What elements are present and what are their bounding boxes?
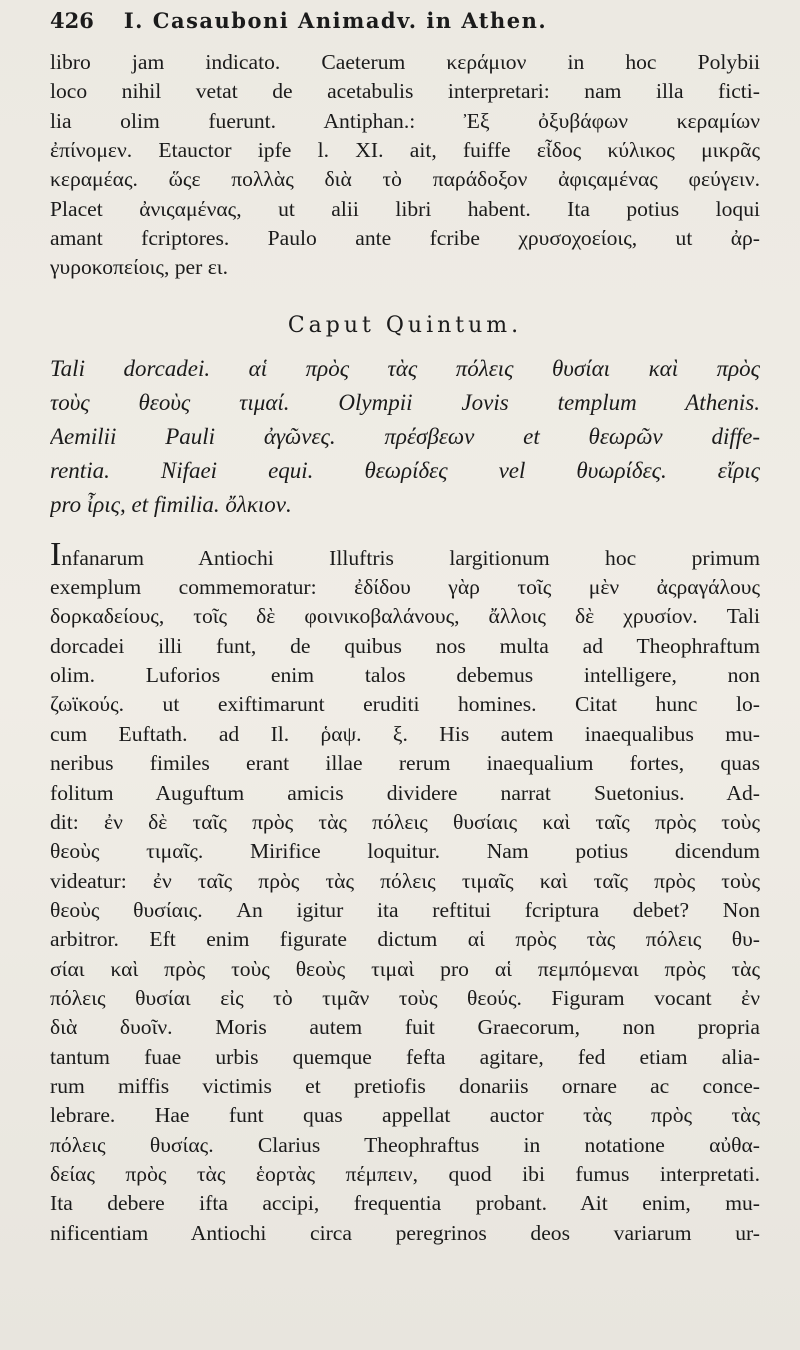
text-line: amant fcriptores. Paulo ante fcribe χρυσοχοείοις, ut ἀρ-	[50, 226, 760, 251]
chapter-heading: Caput Quintum.	[287, 312, 523, 338]
text-line: κεραμέας. ὥςε πολλὰς διὰ τὸ παράδοξον ἀφιςαμένας φεύγειν.	[50, 167, 760, 192]
text-line: θεοὺς θυσίαις. An igitur ita reftitui fcriptura debet? Non	[50, 897, 760, 922]
text-line: δορκαδείους, τοῖς δὲ φοινικοβαλάνους, ἄλλοις δὲ χρυσίον. Tali	[50, 604, 760, 629]
text-line: olim. Luforios enim talos debemus intelligere, non	[50, 663, 760, 688]
running-title: I. Casauboni Animadv. in Athen.	[123, 8, 548, 33]
text-line: πόλεις θυσίας. Clarius Theophraftus in notatione αὐθα-	[50, 1132, 760, 1157]
text-line: Infanarum Antiochi Illuftris largitionum hoc primum	[50, 539, 760, 573]
summary-line: pro ἶρις, et fimilia. ὄλκιον.	[50, 491, 292, 517]
text-line: tantum fuae urbis quemque fefta agitare, fed etiam alia-	[50, 1044, 760, 1069]
text-line: videatur: ἐν ταῖς πρὸς τὰς πόλεις τιμαῖς καὶ ταῖς πρὸς τοὺς	[50, 868, 760, 893]
text-line: γυροκοπείοις, per ει.	[50, 255, 228, 280]
paragraph-2	[50, 540, 760, 1248]
text-line: dit: ἐν δὲ ταῖς πρὸς τὰς πόλεις θυσίαις καὶ ταῖς πρὸς τοὺς	[50, 809, 760, 834]
text-line: ζωϊκούς. ut exiftimarunt eruditi homines. Citat hunc lo-	[50, 692, 760, 717]
summary-line: τοὺς θεοὺς τιμαί. Olympii Jovis templum Athenis.	[50, 389, 760, 415]
text-line: διὰ δυοῖν. Moris autem fuit Graecorum, non propria	[50, 1015, 760, 1040]
text-line: exemplum commemoratur: ἐδίδου γὰρ τοῖς μὲν ἀςραγάλους	[50, 575, 760, 600]
text-line: θεοὺς τιμαῖς. Mirifice loquitur. Nam potius dicendum	[50, 839, 760, 864]
text-line: nificentiam Antiochi circa peregrinos deos variarum ur-	[50, 1220, 760, 1245]
text-line: neribus fimiles erant illae rerum inaequalium fortes, quas	[50, 751, 760, 776]
page-header	[50, 8, 760, 48]
summary-line: rentia. Nifaei equi. θεωρίδες vel θυωρίδες. εἴρις	[50, 457, 760, 483]
summary-line: Aemilii Pauli ἀγῶνες. πρέσβεων et θεωρῶν diffe-	[50, 423, 760, 449]
text-line: cum Euftath. ad Il. ῥαψ. ξ. His autem inaequalibus mu-	[50, 721, 760, 746]
chapter-summary	[50, 352, 760, 522]
text-line: loco nihil vetat de acetabulis interpretari: nam illa ficti-	[50, 79, 760, 104]
text-line: arbitror. Eft enim figurate dictum αἱ πρὸς τὰς πόλεις θυ-	[50, 927, 760, 952]
text-line: πόλεις θυσίαι εἰς τὸ τιμᾶν τοὺς θεούς. Figuram vocant ἐν	[50, 985, 760, 1010]
text-line: lebrare. Hae funt quas appellat auctor τὰς πρὸς τὰς	[50, 1103, 760, 1128]
text-line: folitum Auguftum amicis dividere narrat Suetonius. Ad-	[50, 780, 760, 805]
text-line: σίαι καὶ πρὸς τοὺς θεοὺς τιμαὶ pro αἱ πεμπόμεναι πρὸς τὰς	[50, 956, 760, 981]
page-number: 426	[50, 8, 94, 33]
text-line: libro jam indicato. Caeterum κεράμιον in hoc Polybii	[50, 50, 760, 74]
summary-line: Tali dorcadei. αἱ πρὸς τὰς πόλεις θυσίαι καὶ πρὸς	[50, 355, 760, 381]
text-line: ἐπίνομεν. Etauctor ipfe l. XI. ait, fuiffe εἶδος κύλικος μικρᾶς	[50, 138, 760, 163]
text-line: lia olim fuerunt. Antiphan.: Ἐξ ὀξυβάφων κεραμίων	[50, 108, 760, 133]
text-line: Ita debere ifta accipi, frequentia probant. Ait enim, mu-	[50, 1191, 760, 1216]
text-line: δείας πρὸς τὰς ἑορτὰς πέμπειν, quod ibi fumus interpretati.	[50, 1161, 760, 1186]
text-line: Placet ἀνιςαμένας, ut alii libri habent. Ita potius loqui	[50, 196, 760, 221]
text-line: dorcadei illi funt, de quibus nos multa ad Theophraftum	[50, 633, 760, 658]
text-line: rum miffis victimis et pretiofis donariis ornare ac conce-	[50, 1073, 760, 1098]
paragraph-1	[50, 48, 760, 283]
